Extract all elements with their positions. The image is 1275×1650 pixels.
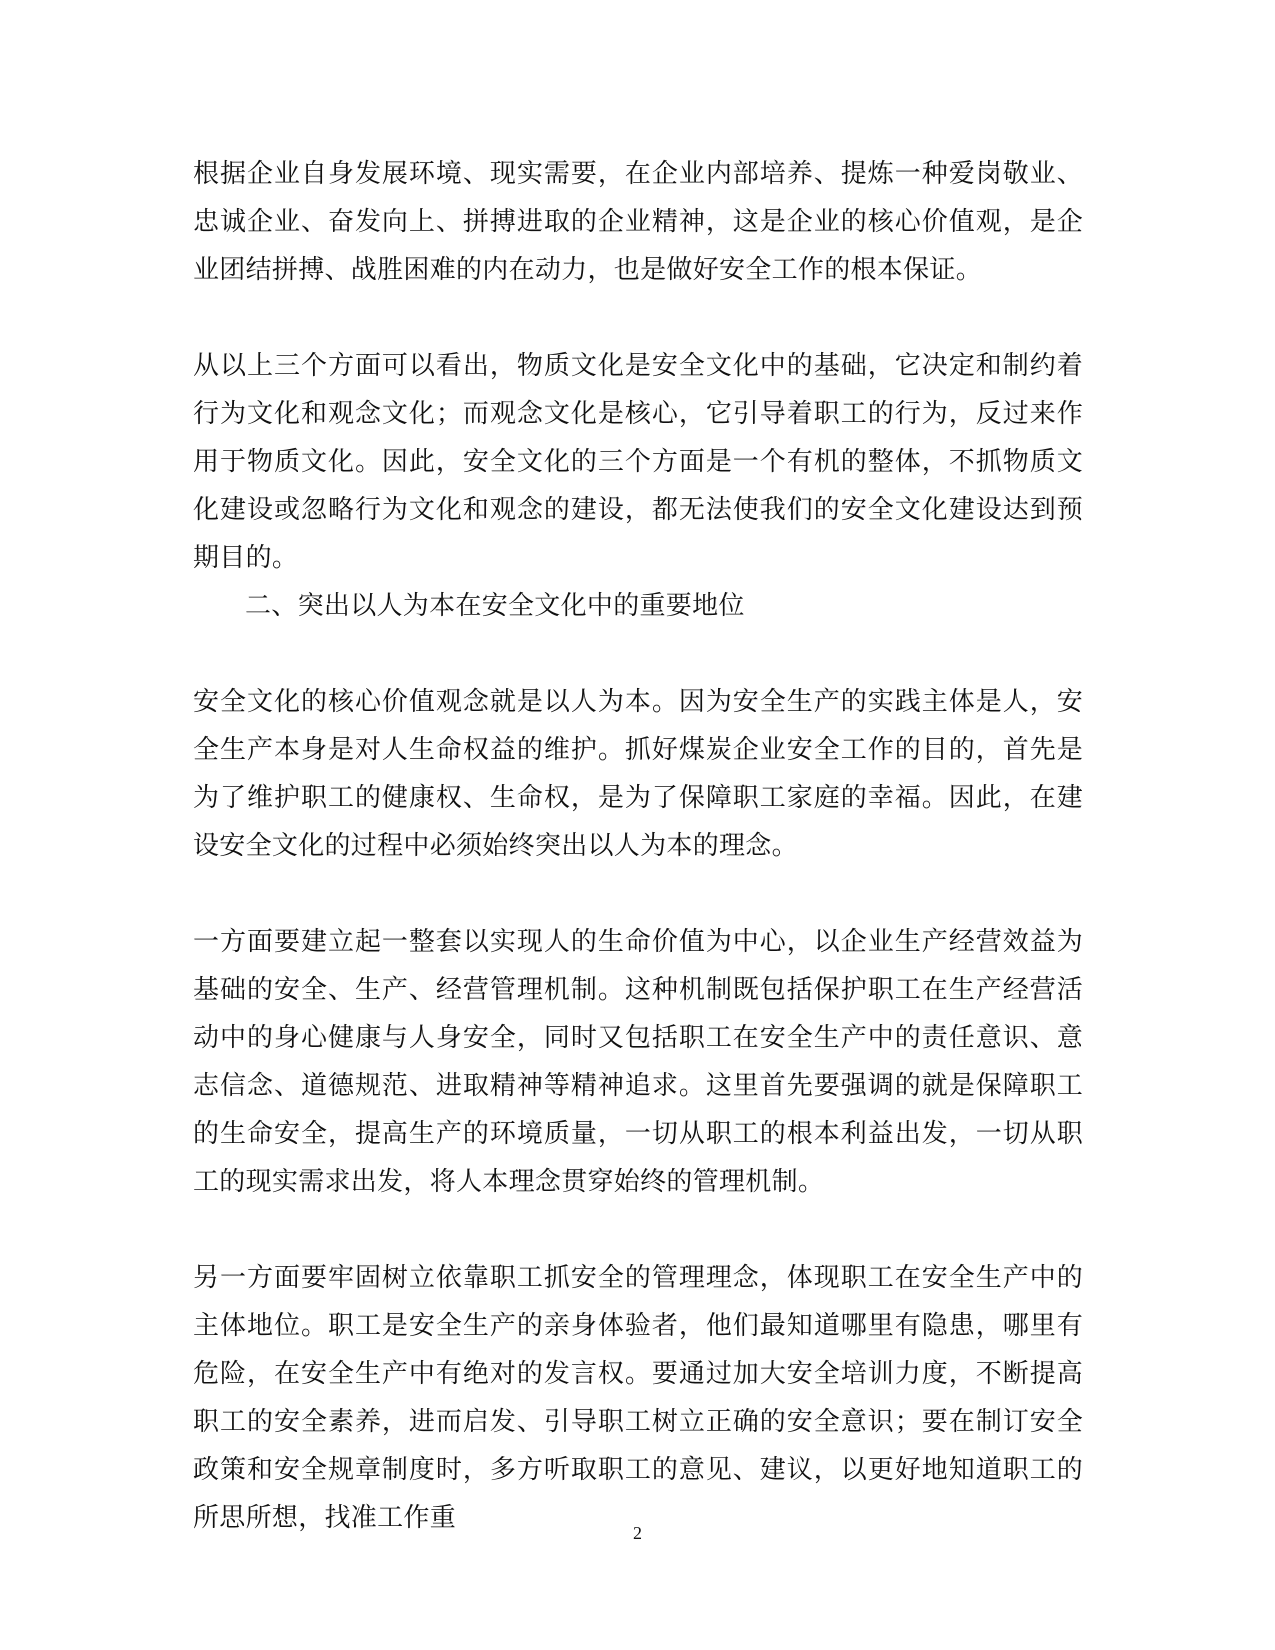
paragraph-3: 安全文化的核心价值观念就是以人为本。因为安全生产的实践主体是人，安全生产本身是对人生命权益的维护。抓好煤炭企业安全工作的目的，首先是为了维护职工的健康权、生命权，是为了保障职工家庭的幸福。因此，在建设安全文化的过程中必须始终突出以人为本的理念。 bbox=[193, 687, 1083, 861]
document-body bbox=[193, 150, 1083, 1542]
page-number: 2 bbox=[633, 1523, 642, 1543]
paragraph-4: 一方面要建立起一整套以实现人的生命价值为中心，以企业生产经营效益为基础的安全、生产、经营管理机制。这种机制既包括保护职工在生产经营活动中的身心健康与人身安全，同时又包括职工在安全生产中的责任意识、意志信念、道德规范、进取精神等精神追求。这里首先要强调的就是保障职工的生命安全，提高生产的环境质量，一切从职工的根本利益出发，一切从职工的现实需求出发，将人本理念贯穿始终的管理机制。 bbox=[193, 927, 1083, 1197]
paragraph-1: 根据企业自身发展环境、现实需要，在企业内部培养、提炼一种爱岗敬业、忠诚企业、奋发向上、拼搏进取的企业精神，这是企业的核心价值观，是企业团结拼搏、战胜困难的内在动力，也是做好安全工作的根本保证。 bbox=[193, 159, 1083, 285]
section-heading: 二、突出以人为本在安全文化中的重要地位 bbox=[245, 591, 745, 621]
paragraph-2: 从以上三个方面可以看出，物质文化是安全文化中的基础，它决定和制约着行为文化和观念文化；而观念文化是核心，它引导着职工的行为，反过来作用于物质文化。因此，安全文化的三个方面是一个有机的整体，不抓物质文化建设或忽略行为文化和观念的建设，都无法使我们的安全文化建设达到预期目的。 bbox=[193, 351, 1083, 573]
paragraph-5: 另一方面要牢固树立依靠职工抓安全的管理理念，体现职工在安全生产中的主体地位。职工是安全生产的亲身体验者，他们最知道哪里有隐患，哪里有危险，在安全生产中有绝对的发言权。要通过加大安全培训力度，不断提高职工的安全素养，进而启发、引导职工树立正确的安全意识；要在制订安全政策和安全规章制度时，多方听取职工的意见、建议，以更好地知道职工的所思所想，找准工作重 bbox=[193, 1263, 1083, 1533]
